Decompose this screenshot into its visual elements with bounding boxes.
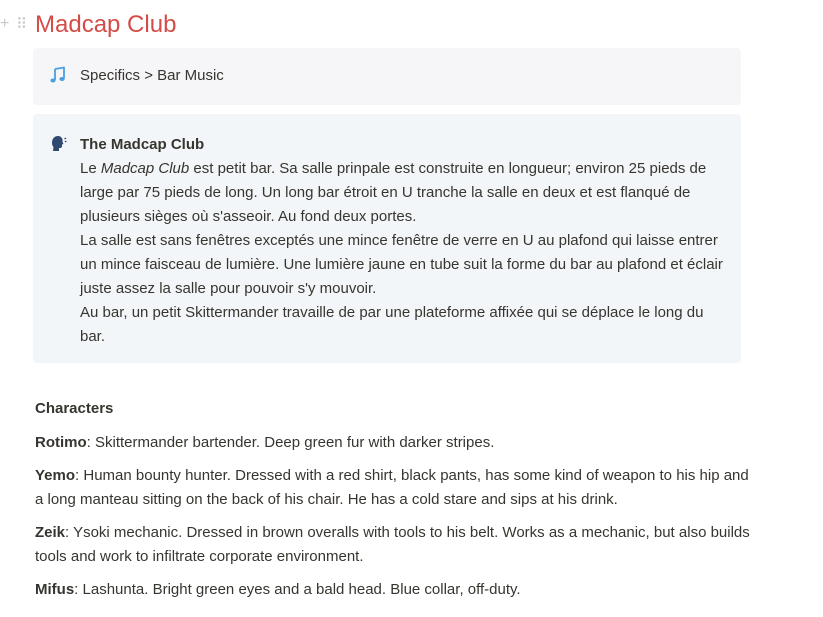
- description-callout: [33, 114, 741, 363]
- character-row: [35, 578, 755, 602]
- character-row: [35, 464, 755, 512]
- character-name: Yemo: [35, 467, 76, 484]
- p1-rest: est petit bar. Sa salle prinpale est construite en longueur; environ 25 pieds de large par 75 pieds de long. Un long bar étroit en U tranche la salle en deux et est flanqué de plusieurs sièges où s'asseoir. Au fond deux portes.: [80, 160, 707, 225]
- callout-heading: The Madcap Club: [80, 136, 205, 153]
- page-title[interactable]: Madcap Club: [35, 11, 177, 38]
- description-paragraph-1: [80, 157, 725, 229]
- add-block-icon[interactable]: +: [0, 15, 10, 32]
- character-row: [35, 431, 755, 455]
- block-handle[interactable]: [0, 16, 30, 34]
- speaking-head-icon[interactable]: [49, 134, 67, 152]
- characters-section: [35, 398, 755, 611]
- drag-handle-icon[interactable]: ⠿: [16, 16, 26, 33]
- characters-heading: Characters: [35, 400, 114, 417]
- p1-prefix: Le: [80, 160, 101, 177]
- character-row: [35, 521, 755, 569]
- p1-italic-name: Madcap Club: [100, 160, 190, 177]
- character-desc: : Lashunta. Bright green eyes and a bald head. Blue collar, off-duty.: [74, 581, 521, 598]
- breadcrumb-callout[interactable]: [33, 48, 741, 105]
- music-note-icon[interactable]: [49, 66, 67, 84]
- breadcrumb-text[interactable]: Specifics > Bar Music: [80, 67, 224, 84]
- character-desc: : Ysoki mechanic. Dressed in brown overalls with tools to his belt. Works as a mechanic, but also builds tools and work to infiltrate corporate environment.: [35, 524, 750, 565]
- description-paragraph-3: Au bar, un petit Skittermander travaille de par une plateforme affixée qui se déplace le long du bar.: [80, 304, 704, 345]
- description-content: [80, 133, 725, 349]
- character-name: Mifus: [35, 581, 75, 598]
- character-desc: : Human bounty hunter. Dressed with a red shirt, black pants, has some kind of weapon to his hip and a long manteau sitting on the back of his chair. He has a cold stare and sips at his drink.: [35, 467, 749, 508]
- character-name: Zeik: [35, 524, 66, 541]
- character-desc: : Skittermander bartender. Deep green fur with darker stripes.: [86, 434, 495, 451]
- description-paragraph-2: La salle est sans fenêtres exceptés une mince fenêtre de verre en U au plafond qui laisse entrer un mince faisceau de lumière. Une lumière jaune en tube suit la forme du bar au plafond et éclair juste assez la salle pour pouvoir s'y mouvoir.: [80, 232, 723, 297]
- character-name: Rotimo: [35, 434, 87, 451]
